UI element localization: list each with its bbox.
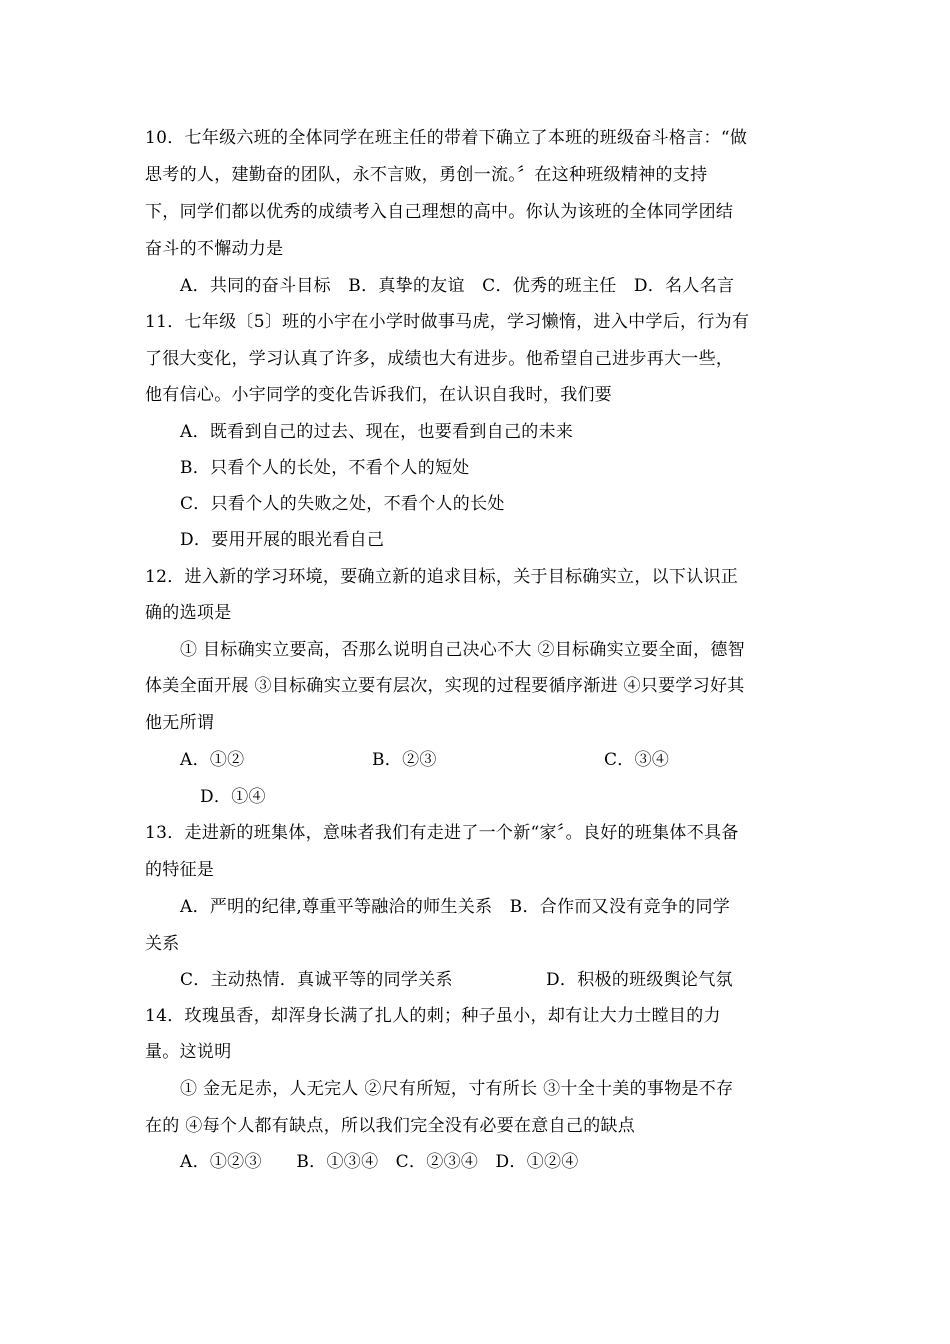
q14-options: A．①②③ B．①③④ C．②③④ D．①②④ (180, 1152, 579, 1172)
q10-stem-line-2: 思考的人，建勤奋的团队，永不言败，勇创一流。〞在这种班级精神的支持 (145, 165, 708, 185)
q11-option-d: D．要用开展的眼光看自己 (180, 530, 385, 550)
q11-option-b: B．只看个人的长处，不看个人的短处 (180, 458, 470, 478)
q13-options-line-1: A．严明的纪律,尊重平等融洽的师生关系 B．合作而又没有竞争的同学 (180, 897, 731, 917)
q12-stem-line-2: 确的选项是 (145, 603, 232, 623)
q12-option-b: B．②③ (372, 750, 437, 770)
q12-option-c: C．③④ (604, 750, 670, 770)
q10-stem-line-3: 下，同学们都以优秀的成绩考入自己理想的高中。你认为该班的全体同学团结 (145, 202, 734, 222)
q12-stem-line-1: 12．进入新的学习环境，要确立新的追求目标，关于目标确实立，以下认识正 (145, 567, 739, 587)
q13-option-c: C．主动热情．真诚平等的同学关系 (180, 970, 453, 990)
q11-stem-line-1: 11．七年级〔5〕班的小宇在小学时做事马虎，学习懒惰，进入中学后，行为有 (145, 312, 750, 332)
q12-option-a: A．①② (180, 750, 245, 770)
q14-stem-line-1: 14．玫瑰虽香，却浑身长满了扎人的刺；种子虽小，却有让大力士瞠目的力 (145, 1006, 721, 1026)
q11-option-a: A．既看到自己的过去、现在，也要看到自己的未来 (180, 422, 574, 442)
q14-statements-line-2: 在的 ④每个人都有缺点，所以我们完全没有必要在意自己的缺点 (145, 1116, 636, 1136)
q11-stem-line-3: 他有信心。小宇同学的变化告诉我们，在认识自我时，我们要 (145, 385, 613, 405)
q12-option-d: D．①④ (200, 787, 266, 807)
q11-stem-line-2: 了很大变化，学习认真了许多，成绩也大有进步。他希望自己进步再大一些， (145, 349, 734, 369)
q14-stem-line-2: 量。这说明 (145, 1042, 232, 1062)
q11-option-c: C．只看个人的失败之处，不看个人的长处 (180, 494, 505, 514)
q10-stem-line-4: 奋斗的不懈动力是 (145, 239, 284, 259)
q13-option-d: D．积极的班级舆论气氛 (546, 970, 733, 990)
q10-options: A．共同的奋斗目标 B．真挚的友谊 C．优秀的班主任 D．名人名言 (180, 276, 735, 296)
q10-stem-line-1: 10．七年级六班的全体同学在班主任的带着下确立了本班的班级奋斗格言：“做 (145, 128, 748, 148)
q13-stem-line-2: 的特征是 (145, 860, 215, 880)
q13-options-line-2: 关系 (145, 934, 180, 954)
q12-statements-line-1: ① 目标确实立要高，否那么说明自己决心不大 ②目标确实立要全面，德智 (180, 640, 746, 660)
q12-statements-line-2: 体美全面开展 ③目标确实立要有层次，实现的过程要循序渐进 ④只要学习好其 (145, 676, 745, 696)
q13-stem-line-1: 13．走进新的班集体，意味者我们有走进了一个新“家〞。良好的班集体不具备 (145, 823, 739, 843)
q12-statements-line-3: 他无所谓 (145, 713, 215, 733)
q14-statements-line-1: ① 金无足赤，人无完人 ②尺有所短，寸有所长 ③十全十美的事物是不存 (180, 1079, 734, 1099)
